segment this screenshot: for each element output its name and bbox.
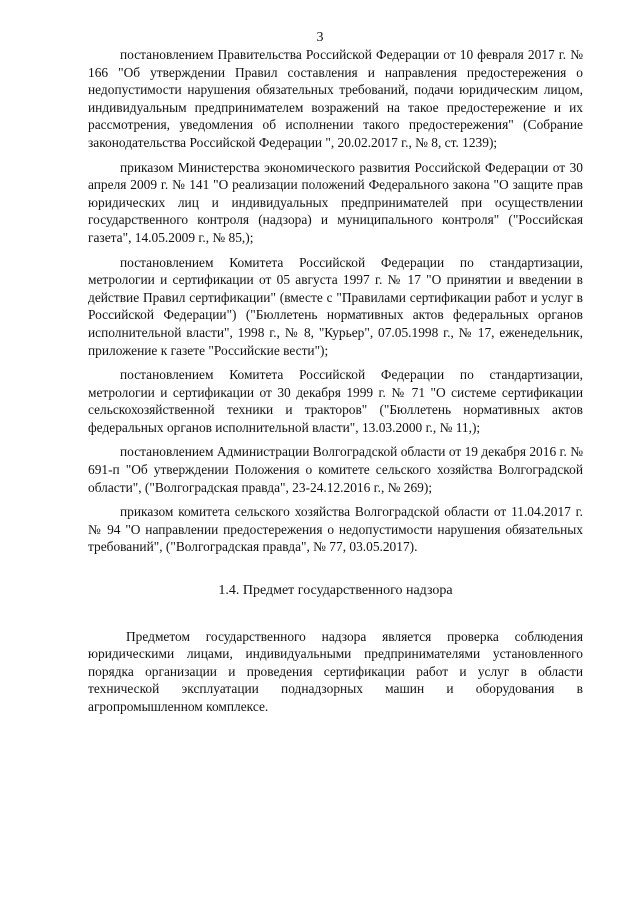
section-heading: 1.4. Предмет государственного надзора <box>218 583 453 599</box>
document-body <box>88 46 583 723</box>
legal-reference-paragraph: приказом Министерства экономического развития Российской Федерации от 30 апреля 2009 г. № 141 "О реализации положений Федерального закона "О защите прав юридических лиц и индивидуальных предпринимателей при осуществлении государственного контроля (надзора) и муниципального контроля" ("Российская газета", 14.05.2009 г., № 85,); <box>88 159 583 245</box>
legal-reference-paragraph: постановлением Правительства Российской Федерации от 10 февраля 2017 г. № 166 "Об утверждении Правил составления и направления предостережения о недопустимости нарушения обязательных требований, подачи юридическим лицом, индивидуальным предпринимателем возражений на такое предостережение и их рассмотрения, уведомления об исполнении такого предостережения" (Собрание законодательства Российской Федерации ", 20.02.2017 г., № 8, ст. 1239); <box>88 47 583 150</box>
page-number: 3 <box>316 30 324 45</box>
legal-reference-paragraph: постановлением Комитета Российской Федерации по стандартизации, метрологии и сертификации от 05 августа 1997 г. № 17 "О принятии и введении в действие Правил сертификации" (вместе с "Правилами сертификации работ и услуг в Российской Федерации") ("Бюллетень нормативных актов федеральных органов исполнительной власти", 1998 г., № 8, "Курьер", 07.05.1998 г., № 17, еженедельник, приложение к газете "Российские вести"); <box>88 254 583 358</box>
legal-reference-paragraph: постановлением Администрации Волгоградской области от 19 декабря 2016 г. № 691-п "Об утверждении Положения о комитете сельского хозяйства Волгоградской области", ("Волгоградская правда", 23-24.12.2016 г., № 269); <box>88 444 583 495</box>
legal-reference-paragraph: приказом комитета сельского хозяйства Волгоградской области от 11.04.2017 г. № 94 "О направлении предостережения о недопустимости нарушения обязательных требований", ("Волгоградская правда", № 77, 03.05.2017). <box>88 504 583 555</box>
section-paragraph: Предметом государственного надзора является проверка соблюдения юридическими лицами, индивидуальными предпринимателями установленного порядка организации и проведения сертификации работ и услуг в области технической эксплуатации поднадзорных машин и оборудования в агропромышленном комплексе. <box>88 628 583 714</box>
legal-reference-paragraph: постановлением Комитета Российской Федерации по стандартизации, метрологии и сертификации от 30 декабря 1999 г. № 71 "О системе сертификации сельскохозяйственной техники и тракторов" ("Бюллетень нормативных актов федеральных органов исполнительной власти", 13.03.2000 г., № 11,); <box>88 367 583 435</box>
